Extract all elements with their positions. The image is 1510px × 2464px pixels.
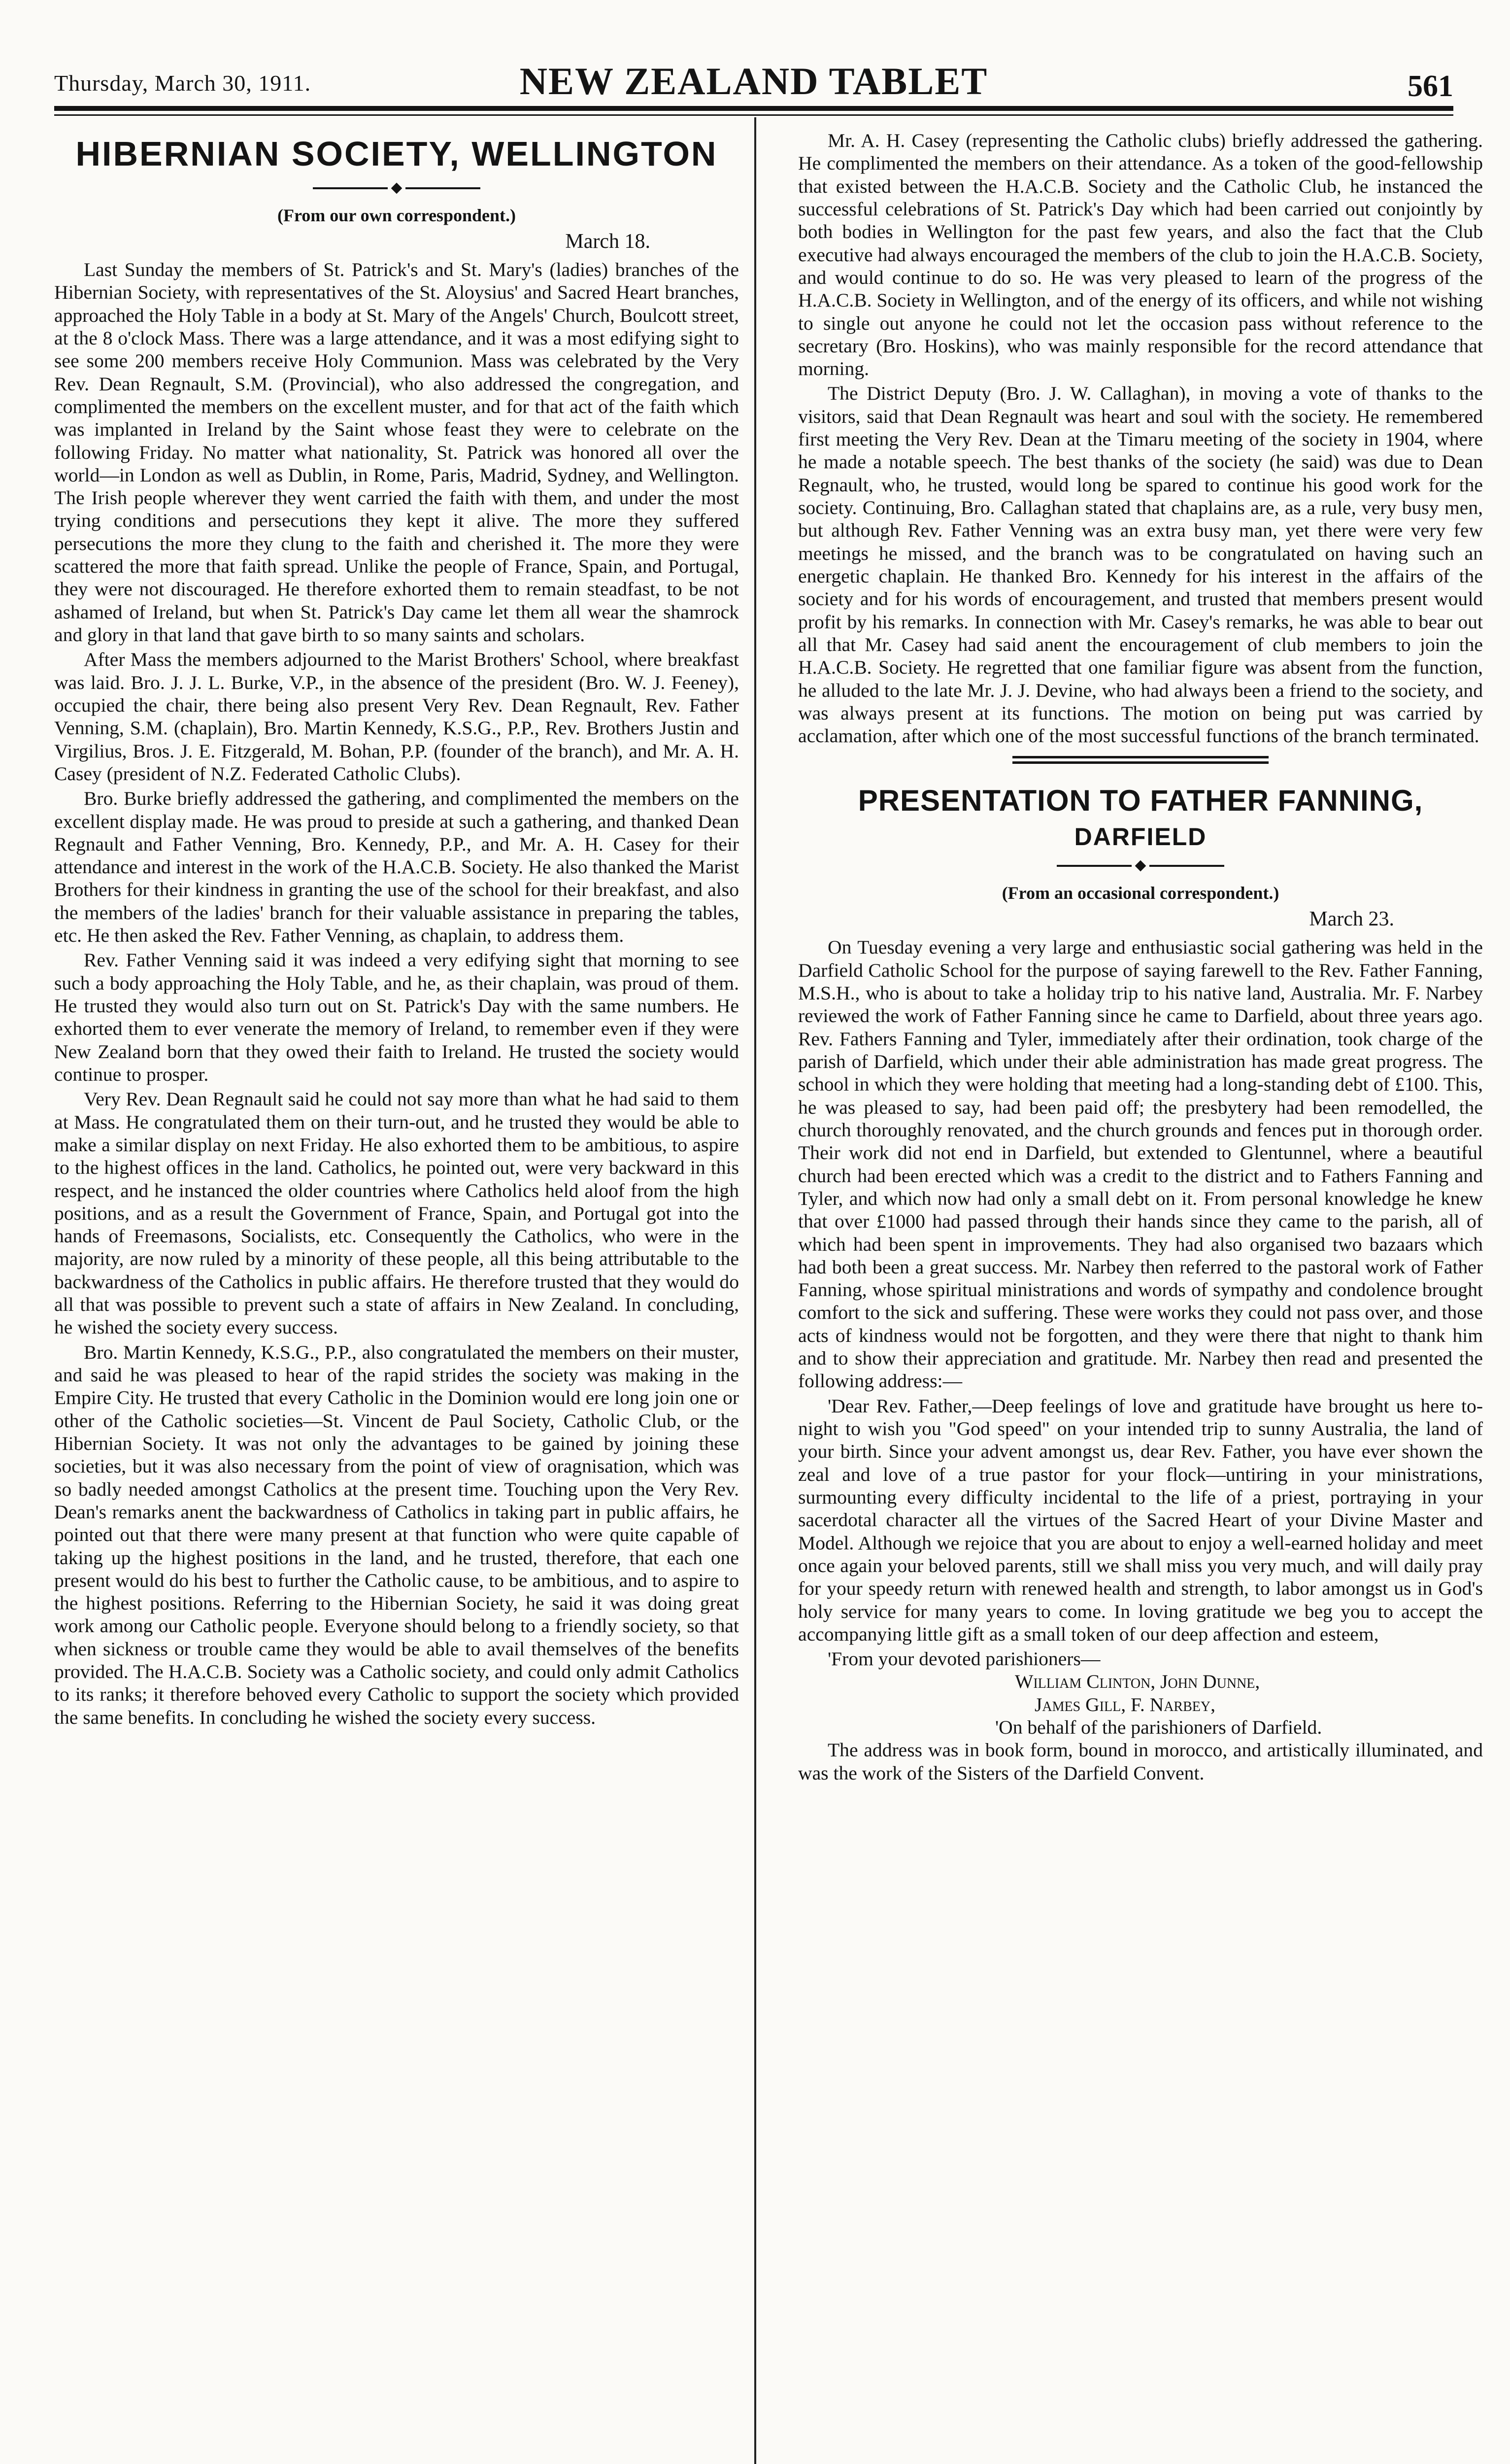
article-paragraph: The District Deputy (Bro. J. W. Callaghan), in moving a vote of thanks to the visitors, said that Dean Regnault was heart and soul with the society. He remembered first meeting the Very Rev. Dean at the Timaru meeting of the society in 1904, where he made a notable speech. The best thanks of the society (he said) was due to Dean Regnault, who, he trusted, would long be spared to continue his good work for the society. Continuing, Bro. Callaghan stated that chaplains are, as a rule, very busy men, but although Rev. Father Venning was an extra busy man, yet there were very few meetings he missed, and the branch was to be congratulated on having such an energetic chaplain. He thanked Bro. Kennedy for his interest in the affairs of the society and for his words of encouragement, and trusted that members present would profit by his remarks. In connection with Mr. Casey's remarks, he was able to bear out all that Mr. Casey had said anent the encouragement of club members to join the H.A.C.B. Society. He regretted that one familiar figure was absent from the function, he alluded to the late Mr. J. J. Devine, who had always been a friend to the society, and was always present at its functions. The motion on being put was carried by acclamation, after which one of the most successful functions of the branch terminated. <box>798 382 1483 747</box>
left-column <box>54 129 739 1731</box>
article-paragraph: Last Sunday the members of St. Patrick's and St. Mary's (ladies) branches of the Hibernian Society, with representatives of the St. Aloysius' and Sacred Heart branches, approached the Holy Table in a body at St. Mary of the Angels' Church, Boulcott street, at the 8 o'clock Mass. There was a large attendance, and it was a most edifying sight to see some 200 members receive Holy Communion. Mass was celebrated by the Very Rev. Dean Regnault, S.M. (Provincial), who also addressed the congregation, and complimented the members on the excellent muster, and for that act of the faith which was implanted in Ireland by the Saint whose feast they were to celebrate on the following Friday. No matter what nationality, St. Patrick was honored all over the world—in London as well as Dublin, in Rome, Paris, Madrid, Sydney, and Wellington. The Irish people wherever they went carried the faith with them, and under the most trying conditions and persecutions they kept it alive. The more they suffered persecutions the more they clung to the faith and cherished it. The more they were scattered the more that faith spread. Unlike the people of France, Spain, and Portugal, they were not discouraged. He therefore exhorted them to remain steadfast, to be not ashamed of Ireland, but when St. Patrick's Day came let them all wear the shamrock and glory in that land that gave birth to so many saints and scholars. <box>54 259 739 646</box>
article-paragraph: Bro. Burke briefly addressed the gathering, and complimented the members on the excellent display made. He was proud to preside at such a gathering, and thanked Dean Regnault and Father Venning, Bro. Kennedy, P.P., and Mr. A. H. Casey for their attendance and interest in the work of the H.A.C.B. Society. He also thanked the Marist Brothers for their kindness in granting the use of the school for their breakfast, and also the members of the ladies' branch for their valuable assistance in preparing the tables, etc. He then asked the Rev. Father Venning, as chaplain, to address them. <box>54 787 739 947</box>
masthead <box>54 59 1453 113</box>
address-signers: William Clinton, John Dunne, <box>1015 1671 1260 1693</box>
address-signoff: 'From your devoted parishioners— <box>828 1648 1101 1670</box>
article-paragraph: On Tuesday evening a very large and enthusiastic social gathering was held in the Darfield Catholic School for the purpose of saying farewell to the Rev. Father Fanning, M.S.H., who is about to take a holiday trip to his native land, Australia. Mr. F. Narbey reviewed the work of Father Fanning since he came to Darfield, about three years ago. Rev. Fathers Fanning and Tyler, immediately after their ordination, took charge of the parish of Darfield, which under their able administration has made great progress. The school in which they were holding that meeting had a long-standing debt of £100. This, he was pleased to say, had been paid off; the presbytery had been remodelled, the church thoroughly renovated, and the church grounds and fences put in thorough order. Their work did not end in Darfield, but extended to Glentunnel, where a beautiful church had been erected which was a credit to the district and to Fathers Fanning and Tyler, and which now had only a small debt on it. From personal knowledge he knew that over £1000 had passed through their hands since they came to the parish, all of which had been spent in improvements. They had also organised two bazaars which had both been a great success. Mr. Narbey then referred to the pastoral work of Father Fanning, whose spiritual ministrations and words of sympathy and condolence brought comfort to the sick and suffering. These were works they could not pass over, and those acts of kindness would not be forgotten, and they were there that night to thank him and to show their appreciation and gratitude. Mr. Narbey then read and presented the following address:— <box>798 936 1483 1392</box>
article-paragraph: The address was in book form, bound in morocco, and artistically illuminated, and was the work of the Sisters of the Darfield Convent. <box>798 1739 1483 1784</box>
right-column <box>798 129 1483 1786</box>
fanning-headline: PRESENTATION TO FATHER FANNING, <box>858 784 1423 818</box>
hibernian-headline: HIBERNIAN SOCIETY, WELLINGTON <box>75 135 718 173</box>
newspaper-title: NEW ZEALAND TABLET <box>519 60 988 103</box>
masthead-rule-thin <box>54 114 1453 116</box>
issue-date: Thursday, March 30, 1911. <box>54 70 311 96</box>
article-end-rule <box>1012 756 1269 764</box>
article-paragraph: Very Rev. Dean Regnault said he could not say more than what he had said to them at Mass. He congratulated them on their turn-out, and he trusted they would be able to make a similar display on next Friday. He also exhorted them to be ambitious, to aspire to the highest offices in the land. Catholics, he pointed out, were very backward in this respect, and he instanced the older countries where Catholics held aloof from the high positions, and as a result the Government of France, Spain, and Portugal got into the hands of Freemasons, Socialists, etc. Consequently the Catholics, who were in the majority, are now ruled by a minority of these people, all this being attributable to the backwardness of the Catholics in public affairs. He therefore trusted that they would do all that was possible to prevent such a state of affairs in New Zealand. In concluding, he wished the society every success. <box>54 1088 739 1338</box>
article-paragraph: Rev. Father Venning said it was indeed a very edifying sight that morning to see such a body approaching the Holy Table, and he, as their chaplain, was proud of them. He trusted they would also turn out on St. Patrick's Day with the same numbers. He exhorted them to ever venerate the memory of Ireland, to remember even if they were New Zealand born that they owed their faith to Ireland. He trusted the society would continue to prosper. <box>54 949 739 1085</box>
fanning-dateline: March 23. <box>1309 908 1394 931</box>
headline-ornament <box>1057 862 1224 870</box>
address-signers: James Gill, F. Narbey, <box>1035 1693 1215 1715</box>
article-paragraph: Mr. A. H. Casey (representing the Catholic clubs) briefly addressed the gathering. He complimented the members on their attendance. As a token of the good-fellowship that existed between the H.A.C.B. Society and the Catholic Club, he instanced the successful celebrations of St. Patrick's Day which had been carried out conjointly by both bodies in Wellington for the past few years, and also the fact that the Club executive had always encouraged the members of the club to join the H.A.C.B. Society, and would continue to do so. He was very pleased to learn of the progress of the H.A.C.B. Society in Wellington, and of the energy of its officers, and while not wishing to single out anyone he could not let the occasion pass without reference to the secretary (Bro. Hoskins), who was mainly responsible for the record attendance that morning. <box>798 130 1483 380</box>
fanning-correspondent: (From an occasional correspondent.) <box>1002 883 1279 903</box>
article-paragraph: After Mass the members adjourned to the Marist Brothers' School, where breakfast was laid. Bro. J. J. L. Burke, V.P., in the absence of the president (Bro. W. J. Feeney), occupied the chair, there being also present Very Rev. Dean Regnault, Rev. Father Venning, S.M. (chaplain), Bro. Martin Kennedy, K.S.G., P.P., Rev. Brothers Justin and Virgilius, Bros. J. E. Fitzgerald, M. Bohan, P.P. (founder of the branch), and Mr. A. H. Casey (president of N.Z. Federated Catholic Clubs). <box>54 649 739 785</box>
article-paragraph: Bro. Martin Kennedy, K.S.G., P.P., also congratulated the members on their muster, and said he was pleased to hear of the rapid strides the society was making in the Empire City. He trusted that every Catholic in the Dominion would ere long join one or other of the Catholic societies—St. Vincent de Paul Society, Catholic Club, or the Hibernian Society. It was not only the advantages to be gained by joining these societies, but it was also necessary from the point of view of oragnisation, which was so badly needed amongst Catholics at the present time. Touching upon the Very Rev. Dean's remarks anent the backwardness of Catholics in taking part in public affairs, he pointed out that there were many present at that function who were quite capable of taking up the highest positions in the land, and he trusted, therefore, that each one present would do his best to further the Catholic cause, to be ambitious, and to aspire to the highest positions. Referring to the Hibernian Society, he said it was doing great work among our Catholic people. Everyone should belong to a friendly society, so that when sickness or trouble came they would be able to avail themselves of the benefits provided. The H.A.C.B. Society was a Catholic society, and could only admit Catholics to its ranks; it therefore behoved every Catholic to support the society which provided the same benefits. In concluding he wished the society every success. <box>54 1341 739 1728</box>
page-number: 561 <box>1408 69 1453 103</box>
address-behalf: 'On behalf of the parishioners of Darfield. <box>995 1716 1322 1739</box>
address-paragraph: 'Dear Rev. Father,—Deep feelings of love and gratitude have brought us here to-night to wish you "God speed" on your intended trip to sunny Australia, the land of your birth. Since your advent amongst us, dear Rev. Father, you have ever shown the zeal and love of a true pastor for your flock—untiring in your ministrations, surmounting every difficulty incidental to the life of a priest, portraying in your sacerdotal character all the virtues of the Sacred Heart of your Divine Master and Model. Although we rejoice that you are about to enjoy a well-earned holiday and meet once again your beloved parents, still we shall miss you very much, and will daily pray for your speedy return with renewed health and strength, to labor amongst us in God's holy service for many years to come. In loving gratitude we beg you to accept the accompanying little gift as a small token of our deep affection and esteem, <box>798 1395 1483 1645</box>
masthead-rule-thick <box>54 106 1453 111</box>
fanning-subheadline: DARFIELD <box>1074 823 1207 851</box>
hibernian-dateline: March 18. <box>565 230 650 253</box>
column-divider <box>754 117 756 2464</box>
hibernian-correspondent: (From our own correspondent.) <box>277 205 516 225</box>
headline-ornament <box>313 184 480 192</box>
